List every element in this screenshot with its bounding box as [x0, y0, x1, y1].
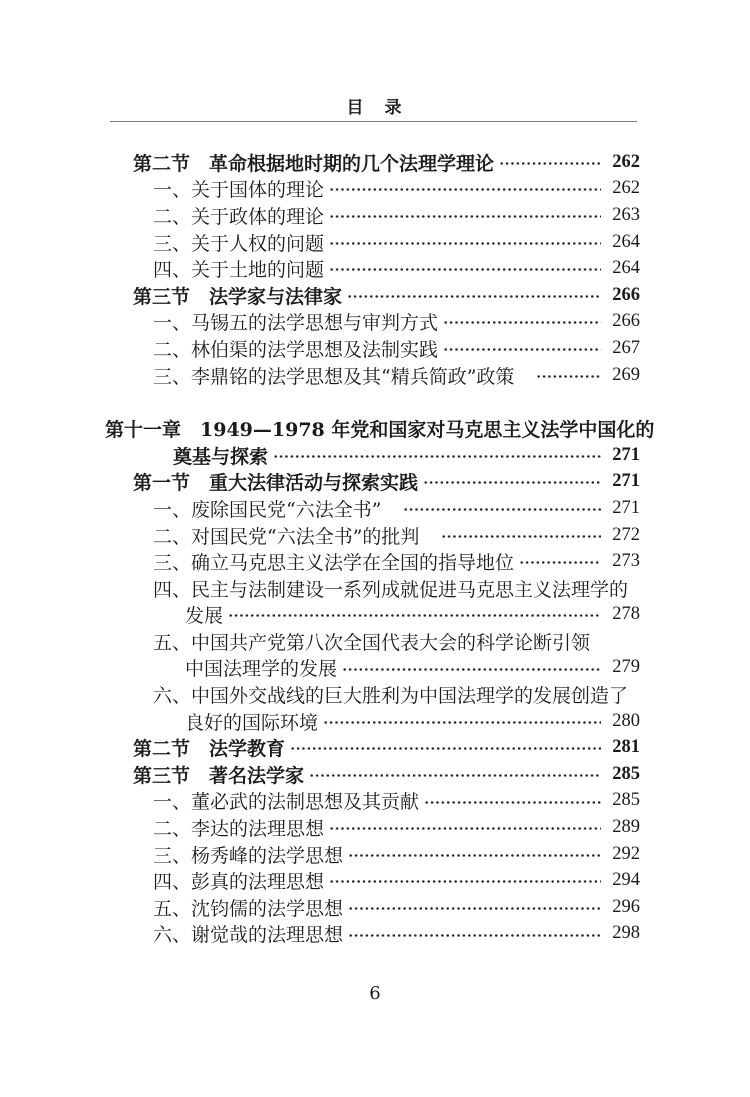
dot-leader	[329, 255, 601, 282]
toc-entry-label: 中国法理学的发展	[185, 658, 338, 681]
dot-leader	[329, 202, 601, 229]
toc-entry-page: 266	[612, 311, 640, 332]
dot-leader	[329, 814, 601, 841]
toc-entry-label: 四、关于土地的问题	[153, 259, 325, 282]
dot-leader	[441, 522, 601, 549]
toc-entry	[105, 655, 640, 682]
toc-entry-page: 272	[612, 524, 640, 545]
dot-leader	[443, 335, 601, 362]
toc-entry-label: 三、杨秀峰的法学思想	[153, 844, 344, 867]
toc-entry-label: 一、关于国体的理论	[153, 179, 325, 202]
toc-entry	[105, 176, 640, 203]
toc-entry-label: 五、沈钧儒的法学思想	[153, 897, 344, 920]
dot-leader	[342, 655, 601, 682]
toc-entry-label: 二、对国民党“六法全书”的批判	[153, 525, 420, 548]
toc-entry-page: 264	[612, 258, 640, 279]
toc-entry-page: 263	[612, 204, 640, 225]
toc-entry-page: 280	[612, 710, 640, 731]
toc-entry-label: 四、民主与法制建设一系列成就促进马克思主义法理学的	[153, 578, 629, 601]
dot-leader	[403, 495, 601, 522]
toc-entry-page: 289	[612, 817, 640, 838]
toc-entry-page: 285	[612, 790, 640, 811]
toc-entry	[105, 229, 640, 256]
dot-leader	[309, 761, 601, 788]
dot-leader	[348, 921, 601, 948]
toc-entry-label: 第一节 重大法律活动与探索实践	[133, 472, 419, 495]
toc-entry-label: 二、关于政体的理论	[153, 205, 325, 228]
toc-entry-label: 六、谢觉哉的法理思想	[153, 924, 344, 947]
toc-entry-page: 273	[612, 551, 640, 572]
toc-entry	[105, 362, 640, 389]
toc-entry	[105, 708, 640, 735]
dot-leader	[347, 282, 601, 309]
toc-entry-page: 266	[612, 284, 640, 305]
toc-entry	[105, 814, 640, 841]
toc-entry-label: 一、马锡五的法学思想与审判方式	[153, 312, 439, 335]
toc-entry-label: 四、彭真的法理思想	[153, 871, 325, 894]
dot-leader	[329, 229, 601, 256]
toc-entry-page: 279	[612, 657, 640, 678]
page-number: 6	[369, 983, 381, 1004]
toc-entry-label: 第十一章 1949—1978 年党和国家对马克思主义法学中国化的	[105, 419, 655, 442]
toc-entry	[105, 788, 640, 815]
toc-entry	[105, 415, 655, 442]
toc-list	[105, 149, 655, 947]
toc-entry-page: 262	[612, 151, 640, 172]
toc-entry	[105, 149, 640, 176]
dot-leader	[329, 176, 601, 203]
toc-entry	[105, 282, 640, 309]
toc-entry	[105, 628, 640, 655]
toc-entry-label: 三、关于人权的问题	[153, 232, 325, 255]
toc-entry-label: 第三节 法学家与法律家	[133, 285, 343, 308]
toc-entry	[105, 309, 640, 336]
toc-entry-label: 第二节 革命根据地时期的几个法理学理论	[133, 152, 495, 175]
dot-leader	[443, 309, 601, 336]
toc-entry-label: 第三节 著名法学家	[133, 764, 305, 787]
toc-entry-page: 271	[612, 444, 640, 465]
toc-entry	[105, 921, 640, 948]
toc-entry-page: 271	[612, 471, 640, 492]
toc-entry	[105, 469, 640, 496]
toc-entry-label: 发展	[185, 605, 224, 628]
toc-entry-page: 298	[612, 923, 640, 944]
toc-entry-page: 262	[612, 178, 640, 199]
toc-entry	[105, 495, 640, 522]
toc-entry-label: 二、李达的法理思想	[153, 818, 325, 841]
toc-entry-page: 278	[612, 604, 640, 625]
toc-entry	[105, 202, 640, 229]
dot-leader	[348, 894, 601, 921]
dot-leader	[536, 362, 601, 389]
toc-entry-label: 三、确立马克思主义法学在全国的指导地位	[153, 552, 515, 575]
toc-entry-label: 六、中国外交战线的巨大胜利为中国法理学的发展创造了	[153, 685, 629, 708]
dot-leader	[228, 602, 601, 629]
toc-entry-page: 267	[612, 337, 640, 358]
dot-leader	[323, 708, 601, 735]
toc-entry-page: 281	[612, 737, 640, 758]
toc-entry-page: 292	[612, 843, 640, 864]
toc-entry-page: 285	[612, 763, 640, 784]
toc-entry	[105, 255, 640, 282]
dot-leader	[423, 469, 601, 496]
toc-entry	[105, 335, 640, 362]
toc-entry-label: 一、废除国民党“六法全书”	[153, 498, 382, 521]
dot-leader	[273, 442, 601, 469]
toc-entry-label: 第二节 法学教育	[133, 738, 286, 761]
toc-entry	[105, 575, 640, 602]
toc-entry	[105, 894, 640, 921]
toc-entry	[105, 602, 640, 629]
toc-entry-label: 奠基与探索	[173, 445, 269, 468]
toc-entry	[105, 681, 640, 708]
toc-entry-page: 294	[612, 870, 640, 891]
dot-leader	[348, 841, 601, 868]
toc-entry-label: 二、林伯渠的法学思想及法制实践	[153, 338, 439, 361]
toc-entry-page: 271	[612, 497, 640, 518]
toc-entry-label: 三、李鼎铭的法学思想及其“精兵简政”政策	[153, 365, 515, 388]
toc-entry-label: 五、中国共产党第八次全国代表大会的科学论断引领	[153, 631, 591, 654]
page-header-title: 目 录	[346, 98, 404, 118]
dot-leader	[424, 788, 601, 815]
dot-leader	[329, 867, 601, 894]
dot-leader	[290, 734, 601, 761]
toc-entry	[105, 761, 640, 788]
toc-entry-page: 264	[612, 231, 640, 252]
dot-leader	[519, 548, 601, 575]
toc-entry	[105, 442, 640, 469]
toc-entry-page: 296	[612, 896, 640, 917]
toc-entry-label: 良好的国际环境	[185, 711, 319, 734]
toc-entry	[105, 867, 640, 894]
header-divider	[110, 121, 637, 122]
toc-entry-label: 一、董必武的法制思想及其贡献	[153, 791, 420, 814]
dot-leader	[499, 149, 601, 176]
toc-entry	[105, 548, 640, 575]
toc-entry	[105, 522, 640, 549]
toc-entry	[105, 734, 640, 761]
toc-entry-page: 269	[612, 364, 640, 385]
toc-entry	[105, 841, 640, 868]
